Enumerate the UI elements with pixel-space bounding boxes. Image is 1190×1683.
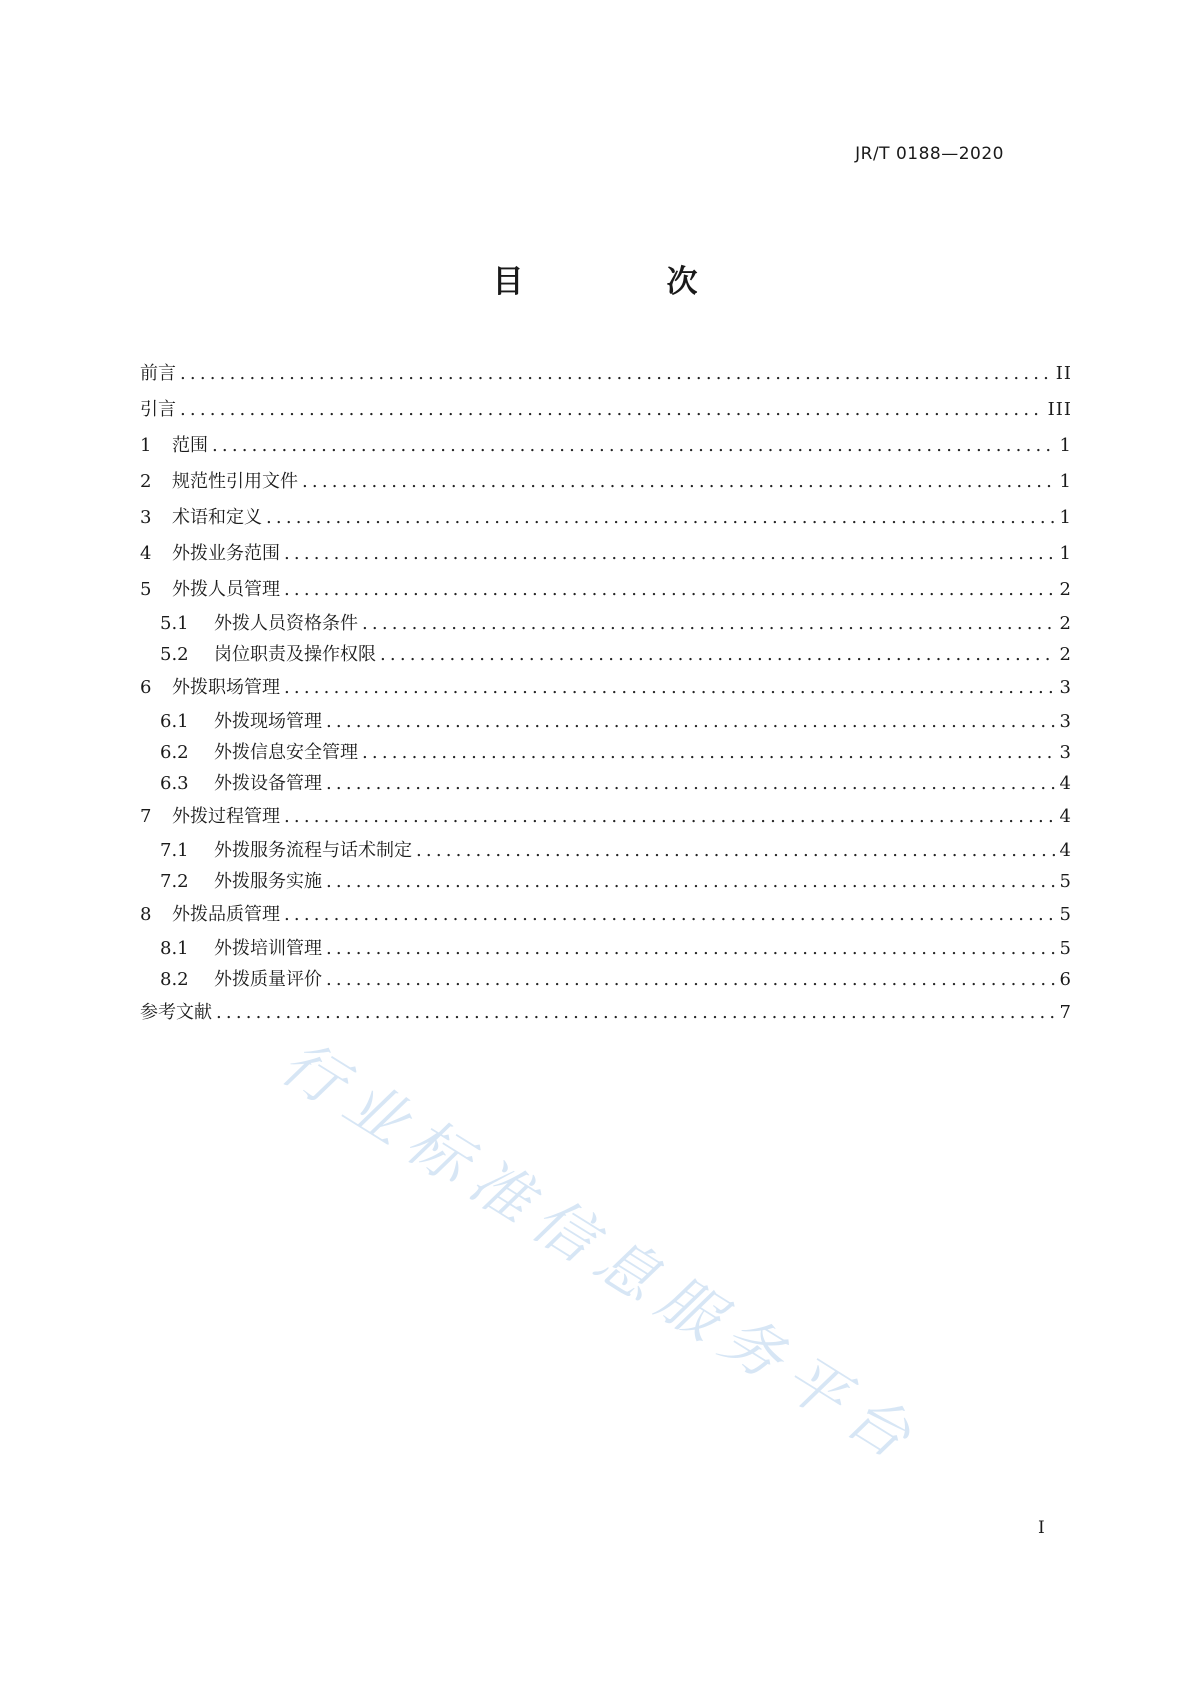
toc-entry[interactable] [140,866,1072,897]
toc-entry-page: 4 [1059,806,1072,827]
toc-entry[interactable] [140,572,1072,608]
toc-entry[interactable] [140,392,1072,428]
dot-leader [326,933,1056,964]
toc-entry-page: 4 [1059,773,1072,794]
toc-entry-label: 外拨现场管理 [214,711,322,732]
toc-entry-number: 5.2 [160,644,189,665]
toc-entry-page: 7 [1059,1002,1072,1023]
dot-leader [180,356,1052,392]
toc-entry-label: 外拨培训管理 [214,938,322,959]
dot-leader [326,768,1056,799]
toc-entry-number: 8 [140,904,152,925]
watermark: 行业标准信息服务平台 [268,1027,934,1480]
toc-entry-label: 外拨质量评价 [214,969,322,990]
toc-entry-label: 外拨人员资格条件 [214,613,358,634]
dot-leader [266,500,1056,536]
toc-entry-number: 7.2 [160,871,189,892]
toc-entry-number: 7.1 [160,840,189,861]
toc-entry-label: 岗位职责及操作权限 [214,644,376,665]
dot-leader [362,737,1056,768]
toc-entry[interactable] [140,536,1072,572]
dot-leader [302,464,1056,500]
dot-leader [212,428,1056,464]
dot-leader [326,866,1056,897]
toc-entry-label: 范围 [172,435,208,456]
dot-leader [416,835,1056,866]
toc-entry[interactable] [140,500,1072,536]
toc-entry-page: 2 [1059,613,1072,634]
toc-entry-page: 5 [1059,904,1072,925]
toc-entry[interactable] [140,670,1072,706]
dot-leader [362,608,1056,639]
page-title: 目 次 [492,264,754,300]
toc-entry[interactable] [140,464,1072,500]
toc-entry-label: 参考文献 [140,1002,212,1023]
toc-entry-label: 术语和定义 [172,507,262,528]
toc-entry[interactable] [140,428,1072,464]
toc-entry-label: 外拨人员管理 [172,579,280,600]
toc-entry-number: 8.1 [160,938,189,959]
toc-entry-page: 3 [1059,742,1072,763]
dot-leader [380,639,1056,670]
toc-entry-label: 外拨服务流程与话术制定 [214,840,412,861]
toc-entry-page: 2 [1059,644,1072,665]
toc-entry-label: 外拨业务范围 [172,543,280,564]
dot-leader [326,706,1056,737]
toc-entry-number: 8.2 [160,969,189,990]
toc-entry-page: 4 [1059,840,1072,861]
toc-entry-page: II [1055,363,1072,384]
toc-entry-page: 3 [1059,711,1072,732]
toc-entry-number: 5 [140,579,152,600]
toc-entry-number: 6.3 [160,773,189,794]
toc-entry[interactable] [140,737,1072,768]
toc-entry-page: 6 [1059,969,1072,990]
dot-leader [284,897,1056,933]
toc-entry-number: 6 [140,677,152,698]
page-number: I [1038,1518,1045,1538]
toc-entry-number: 7 [140,806,152,827]
toc-entry-number: 6.1 [160,711,189,732]
toc-entry[interactable] [140,706,1072,737]
toc-entry-label: 外拨过程管理 [172,806,280,827]
toc-entry-number: 5.1 [160,613,189,634]
toc-entry-number: 1 [140,435,152,456]
toc-entry-label: 外拨设备管理 [214,773,322,794]
toc-entry[interactable] [140,933,1072,964]
toc-entry-label: 外拨职场管理 [172,677,280,698]
toc-entry-page: 1 [1059,435,1072,456]
toc-entry-label: 前言 [140,363,176,384]
toc-entry-label: 引言 [140,399,176,420]
toc-entry[interactable] [140,995,1072,1031]
toc-entry[interactable] [140,835,1072,866]
toc-entry[interactable] [140,897,1072,933]
dot-leader [216,995,1056,1031]
dot-leader [284,670,1056,706]
toc-entry-page: 2 [1059,579,1072,600]
toc-entry-page: 1 [1059,471,1072,492]
dot-leader [284,572,1056,608]
toc-entry-page: III [1047,399,1072,420]
toc-entry-label: 外拨服务实施 [214,871,322,892]
toc-entry-number: 2 [140,471,152,492]
toc-entry-label: 规范性引用文件 [172,471,298,492]
dot-leader [284,799,1056,835]
toc-entry-page: 3 [1059,677,1072,698]
table-of-contents [140,356,1072,1031]
toc-entry-number: 6.2 [160,742,189,763]
dot-leader [326,964,1056,995]
toc-entry-number: 4 [140,543,152,564]
toc-entry-page: 1 [1059,543,1072,564]
document-code: JR/T 0188—2020 [855,144,1004,164]
toc-entry[interactable] [140,356,1072,392]
toc-entry[interactable] [140,768,1072,799]
toc-entry-page: 5 [1059,938,1072,959]
toc-entry-page: 5 [1059,871,1072,892]
toc-entry[interactable] [140,639,1072,670]
toc-entry-label: 外拨信息安全管理 [214,742,358,763]
toc-entry[interactable] [140,799,1072,835]
toc-entry-label: 外拨品质管理 [172,904,280,925]
toc-entry[interactable] [140,964,1072,995]
toc-entry-number: 3 [140,507,152,528]
toc-entry[interactable] [140,608,1072,639]
dot-leader [180,392,1044,428]
toc-entry-page: 1 [1059,507,1072,528]
dot-leader [284,536,1056,572]
